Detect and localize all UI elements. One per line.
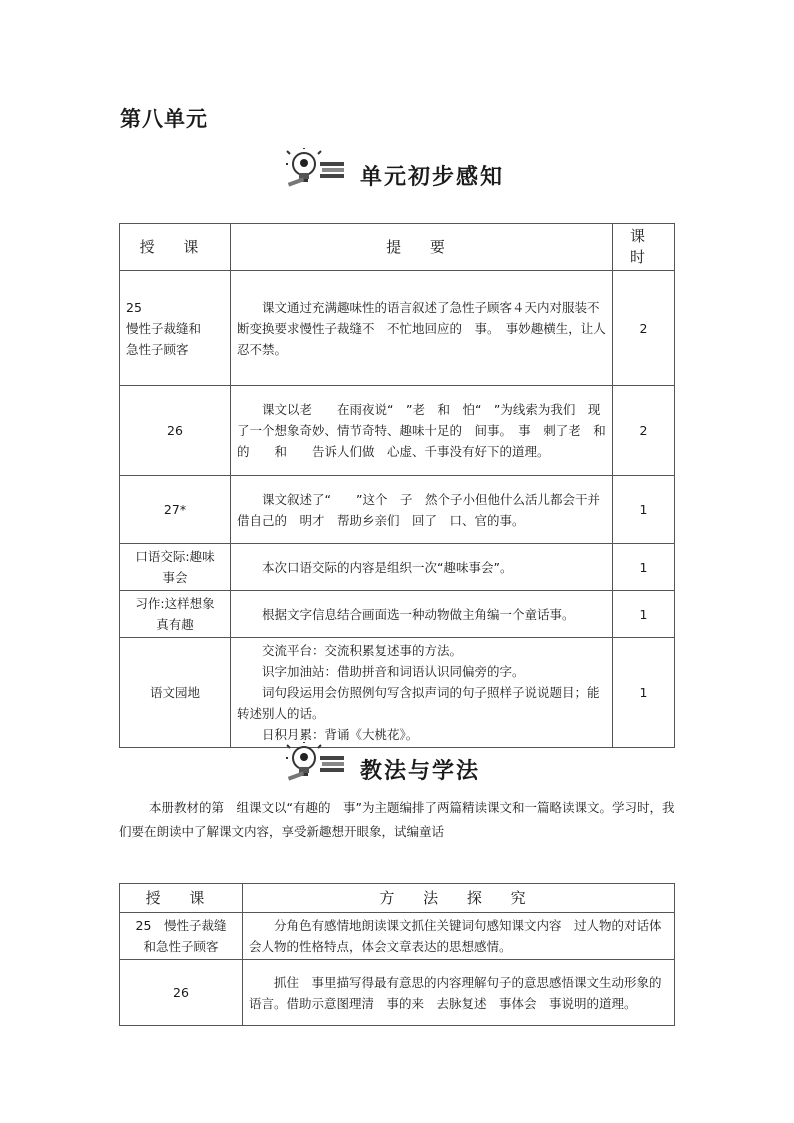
header-method: 方 法 探 究 [243,884,675,913]
methods-intro-paragraph: 本册教材的第 组课文以“有趣的 事”为主题编排了两篇精读课文和一篇略读课文。学习时，我们要在朗读中了解课文内容，享受新趣想开眼象，试编童话 [119,800,675,839]
summary-text: 本次口语交际的内容是组织一次“趣味事会”。 [262,559,513,575]
method-text: 抓住 事里描写得最有意思的内容理解句子的意思感悟课文生动形象的语言。借助示意图理清 事的来 去脉复述 事体会 事说明的道理。 [249,974,662,1011]
summary-cell [231,591,613,638]
method-text: 分角色有感情地朗读课文抓住关键词句感知课文内容 过人物的对话体会人物的性格特点，体会文章表达的思想感情。 [249,918,662,954]
table-row [120,271,675,386]
section-title: 单元初步感知 [360,164,505,190]
method-cell [243,913,675,960]
summary-cell [231,638,613,748]
hours-cell: 1 [613,638,675,748]
summary-cell [231,544,613,591]
table-row [120,960,675,1026]
lesson-cell: 25 慢性子裁缝 和急性子顾客 [120,913,243,960]
lightbulb-book-icon [286,148,348,188]
summary-text: 词句段运用会仿照例句写含拟声词的句子照样子说说题目；能转述别人的话。 [237,685,600,721]
lesson-name: 习作:这样想象 真有趣 [120,591,231,638]
summary-cell [231,386,619,476]
hours-cell: 2 [613,271,675,386]
lesson-cell: 26 [120,960,243,1026]
table-header-row [120,884,675,913]
lesson-name: 语文园地 [120,638,231,748]
lesson-name: 口语交际:趣味 事会 [120,544,231,591]
section-title: 教法与学法 [360,758,481,784]
header-hours: 课 时 [613,224,675,271]
summary-text: 日积月累：背诵《大桃花》。 [262,727,419,742]
method-cell [243,960,675,1026]
table-row [120,386,675,476]
section-heading-methods [286,742,546,792]
table-header-row [120,224,675,271]
hours-cell: 2 [613,386,675,476]
summary-cell [231,271,613,386]
lesson-number: 25 [126,299,142,315]
summary-text: 交流平台：交流积累复述事的方法。 [262,643,463,658]
summary-text: 识字加油站：借助拼音和词语认识同偏旁的字。 [262,664,525,679]
lesson-name: 慢性子裁缝和 急性子顾客 [126,320,202,357]
header-lesson: 授 课 [120,884,243,913]
summary-cell [231,476,613,544]
hours-cell: 1 [613,544,675,591]
unit-title: 第八单元 [120,106,208,131]
table-row [120,476,675,544]
hours-cell: 1 [613,476,675,544]
header-summary: 提 要 [231,224,613,271]
lesson-cell [120,271,231,386]
summary-text: 课文以老 在雨夜说“ ”老 和 怕“ ”为线索为我们 现了一个想象奇妙、情节奇特、趣味十足的 间事。 事 刺了老 和 的 和 告诉人们做 心虚、千事没有好下的道理。 [237,402,619,459]
table-row [120,638,675,748]
table-row [120,591,675,638]
summary-text: 课文叙述了“ ”这个 子 然个子小但他什么活儿都会干并 借自己的 明才 帮助乡亲们 回了 口、官的事。 [237,491,613,528]
header-lesson: 授 课 [120,224,231,271]
unit-overview-table [119,223,675,748]
hours-cell: 1 [613,591,675,638]
lesson-number: 26 [120,386,231,476]
summary-text: 根据文字信息结合画面选一种动物做主角编一个童话事。 [262,606,575,622]
summary-text: 课文通过充满趣味性的语言叙述了急性子顾客４天内对服装不断变换要求慢性子裁缝不 不忙地回应的 事。 事妙趣横生，让人忍不禁。 [237,299,606,357]
table-row [120,913,675,960]
lesson-number: 27* [120,476,231,544]
table-row [120,544,675,591]
lightbulb-book-icon [286,742,348,782]
methods-table [119,883,675,1026]
section-heading-perception [286,148,546,198]
